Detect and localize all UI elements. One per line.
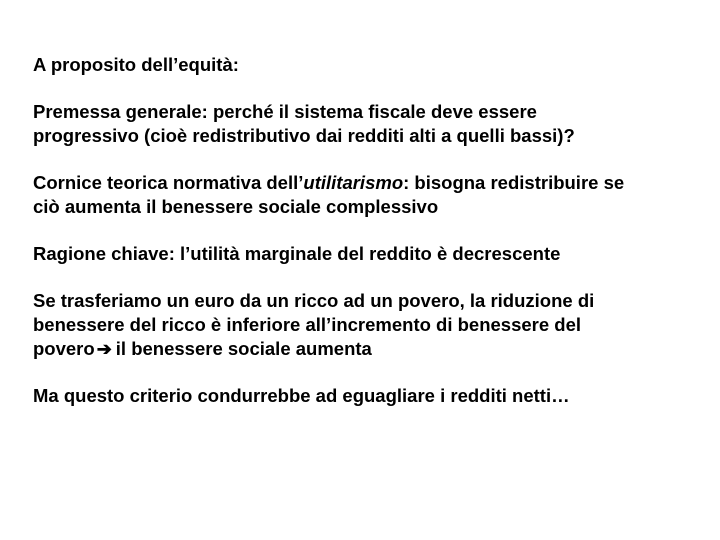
- key-reason-text: Ragione chiave: l’utilità marginale del reddito è decrescente: [33, 243, 561, 264]
- framework-paragraph: [33, 171, 693, 219]
- slide-content: [33, 53, 693, 431]
- transfer-paragraph: [33, 289, 693, 361]
- framework-suffix: : bisogna redistribuire se: [403, 172, 625, 193]
- premise-line-2: progressivo (cioè redistributivo dai redditi alti a quelli bassi)?: [33, 125, 575, 146]
- transfer-line-3-suffix: il benessere sociale aumenta: [115, 338, 372, 359]
- framework-line-2: ciò aumenta il benessere sociale complessivo: [33, 196, 439, 217]
- framework-prefix: Cornice teorica normativa dell’: [33, 172, 304, 193]
- conclusion-text: Ma questo criterio condurrebbe ad eguagliare i redditi netti…: [33, 385, 570, 406]
- premise-paragraph: [33, 100, 693, 148]
- transfer-line-2: benessere del ricco è inferiore all’incremento di benessere del: [33, 314, 582, 335]
- framework-emphasis: utilitarismo: [303, 172, 404, 193]
- transfer-line-3: [33, 337, 693, 361]
- transfer-line-1: Se trasferiamo un euro da un ricco ad un povero, la riduzione di: [33, 290, 595, 311]
- right-arrow-icon: ➔: [96, 339, 112, 359]
- premise-line-1: Premessa generale: perché il sistema fiscale deve essere: [33, 101, 537, 122]
- transfer-line-3-prefix: povero: [33, 338, 95, 359]
- conclusion-paragraph: [33, 384, 693, 408]
- heading: [33, 53, 693, 77]
- framework-line-1: [33, 171, 693, 195]
- key-reason-paragraph: [33, 242, 693, 266]
- heading-text: A proposito dell’equità:: [33, 54, 239, 75]
